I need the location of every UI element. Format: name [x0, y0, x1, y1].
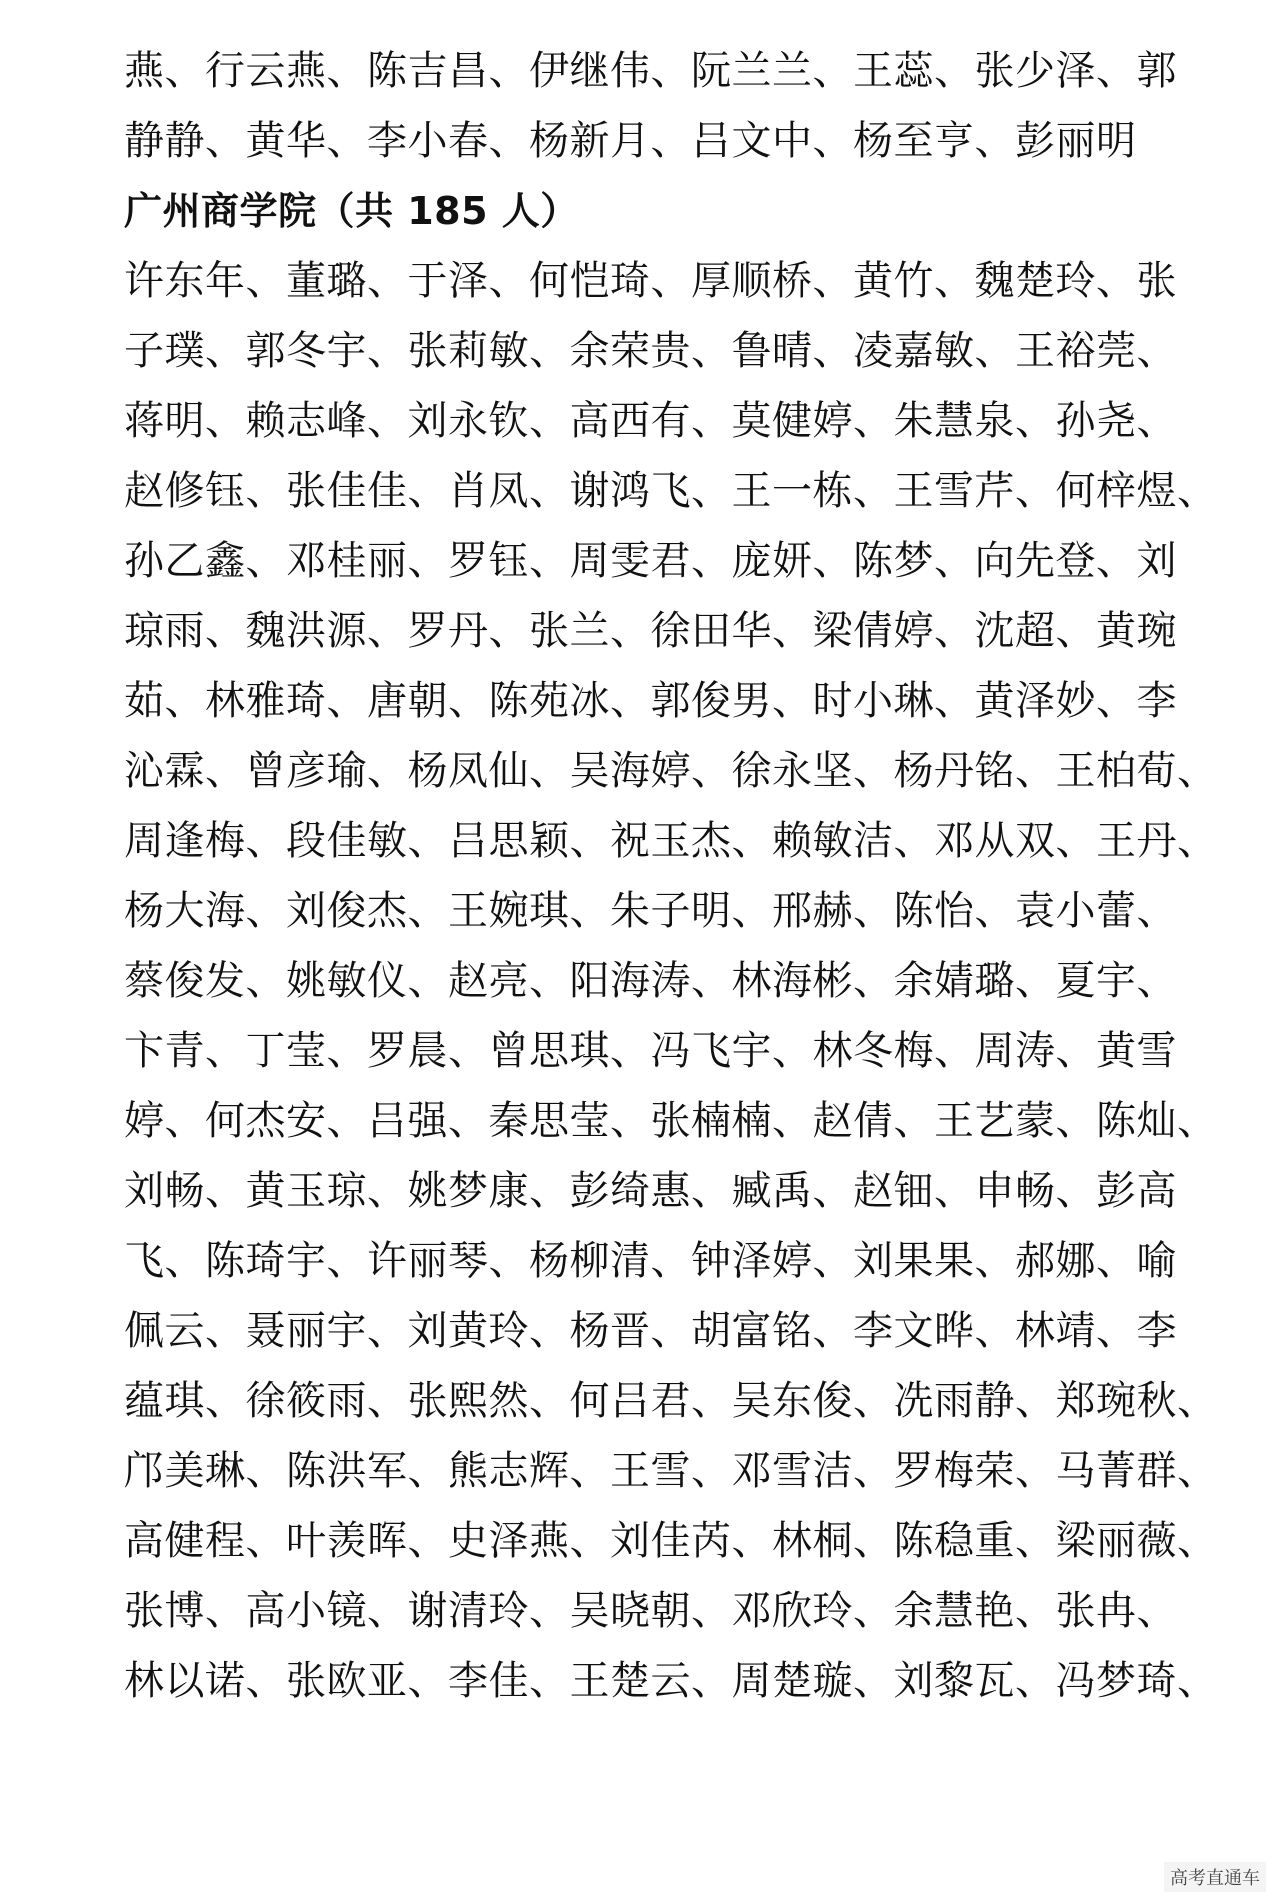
name-list-line: 高健程、叶羡晖、史泽燕、刘佳芮、林桐、陈稳重、梁丽薇、: [124, 1518, 1218, 1564]
name-list-line: 邝美琳、陈洪军、熊志辉、王雪、邓雪洁、罗梅荣、马菁群、: [124, 1448, 1218, 1494]
name-list-line: 张博、高小镜、谢清玲、吴晓朝、邓欣玲、余慧艳、张冉、: [124, 1588, 1177, 1634]
name-list-line: 杨大海、刘俊杰、王婉琪、朱子明、邢赫、陈怡、袁小蕾、: [124, 888, 1177, 934]
name-list-line: 飞、陈琦宇、许丽琴、杨柳清、钟泽婷、刘果果、郝娜、喻: [124, 1238, 1177, 1284]
name-list-line: 沁霖、曾彦瑜、杨凤仙、吴海婷、徐永坚、杨丹铭、王柏荀、: [124, 748, 1218, 794]
name-list-line: 茹、林雅琦、唐朝、陈苑冰、郭俊男、时小琳、黄泽妙、李: [124, 678, 1177, 724]
name-list-line: 许东年、董璐、于泽、何恺琦、厚顺桥、黄竹、魏楚玲、张: [124, 258, 1177, 304]
name-list-line: 卞青、丁莹、罗晨、曾思琪、冯飞宇、林冬梅、周涛、黄雪: [124, 1028, 1177, 1074]
name-list-line: 佩云、聂丽宇、刘黄玲、杨晋、胡富铭、李文晔、林靖、李: [124, 1308, 1177, 1354]
name-list-line: 婷、何杰安、吕强、秦思莹、张楠楠、赵倩、王艺蒙、陈灿、: [124, 1098, 1218, 1144]
section-heading: 广州商学院（共 185 人）: [124, 189, 579, 233]
name-list-line: 刘畅、黄玉琼、姚梦康、彭绮惠、臧禹、赵钿、申畅、彭高: [124, 1168, 1177, 1214]
name-list-line: 蒋明、赖志峰、刘永钦、高西有、莫健婷、朱慧泉、孙尧、: [124, 398, 1177, 444]
watermark-logo: 高考直通车: [1164, 1862, 1266, 1892]
name-list-line: 林以诺、张欧亚、李佳、王楚云、周楚璇、刘黎瓦、冯梦琦、: [124, 1658, 1218, 1704]
name-list-line: 子璞、郭冬宇、张莉敏、余荣贵、鲁晴、凌嘉敏、王裕莞、: [124, 328, 1177, 374]
name-list-line: 燕、行云燕、陈吉昌、伊继伟、阮兰兰、王蕊、张少泽、郭: [124, 48, 1177, 94]
name-list-line: 周逢梅、段佳敏、吕思颖、祝玉杰、赖敏洁、邓从双、王丹、: [124, 818, 1218, 864]
name-list-line: 赵修钰、张佳佳、肖凤、谢鸿飞、王一栋、王雪芹、何梓煜、: [124, 468, 1218, 514]
document-body: [124, 36, 1218, 1716]
name-list-line: 蔡俊发、姚敏仪、赵亮、阳海涛、林海彬、余婧璐、夏宇、: [124, 958, 1177, 1004]
name-list-line: 蕴琪、徐筱雨、张熙然、何吕君、吴东俊、冼雨静、郑琬秋、: [124, 1378, 1218, 1424]
name-list-line: 孙乙鑫、邓桂丽、罗钰、周雯君、庞妍、陈梦、向先登、刘: [124, 538, 1177, 584]
name-list-line: 静静、黄华、李小春、杨新月、吕文中、杨至亨、彭丽明: [124, 118, 1137, 164]
name-list-line: 琼雨、魏洪源、罗丹、张兰、徐田华、梁倩婷、沈超、黄琬: [124, 608, 1177, 654]
